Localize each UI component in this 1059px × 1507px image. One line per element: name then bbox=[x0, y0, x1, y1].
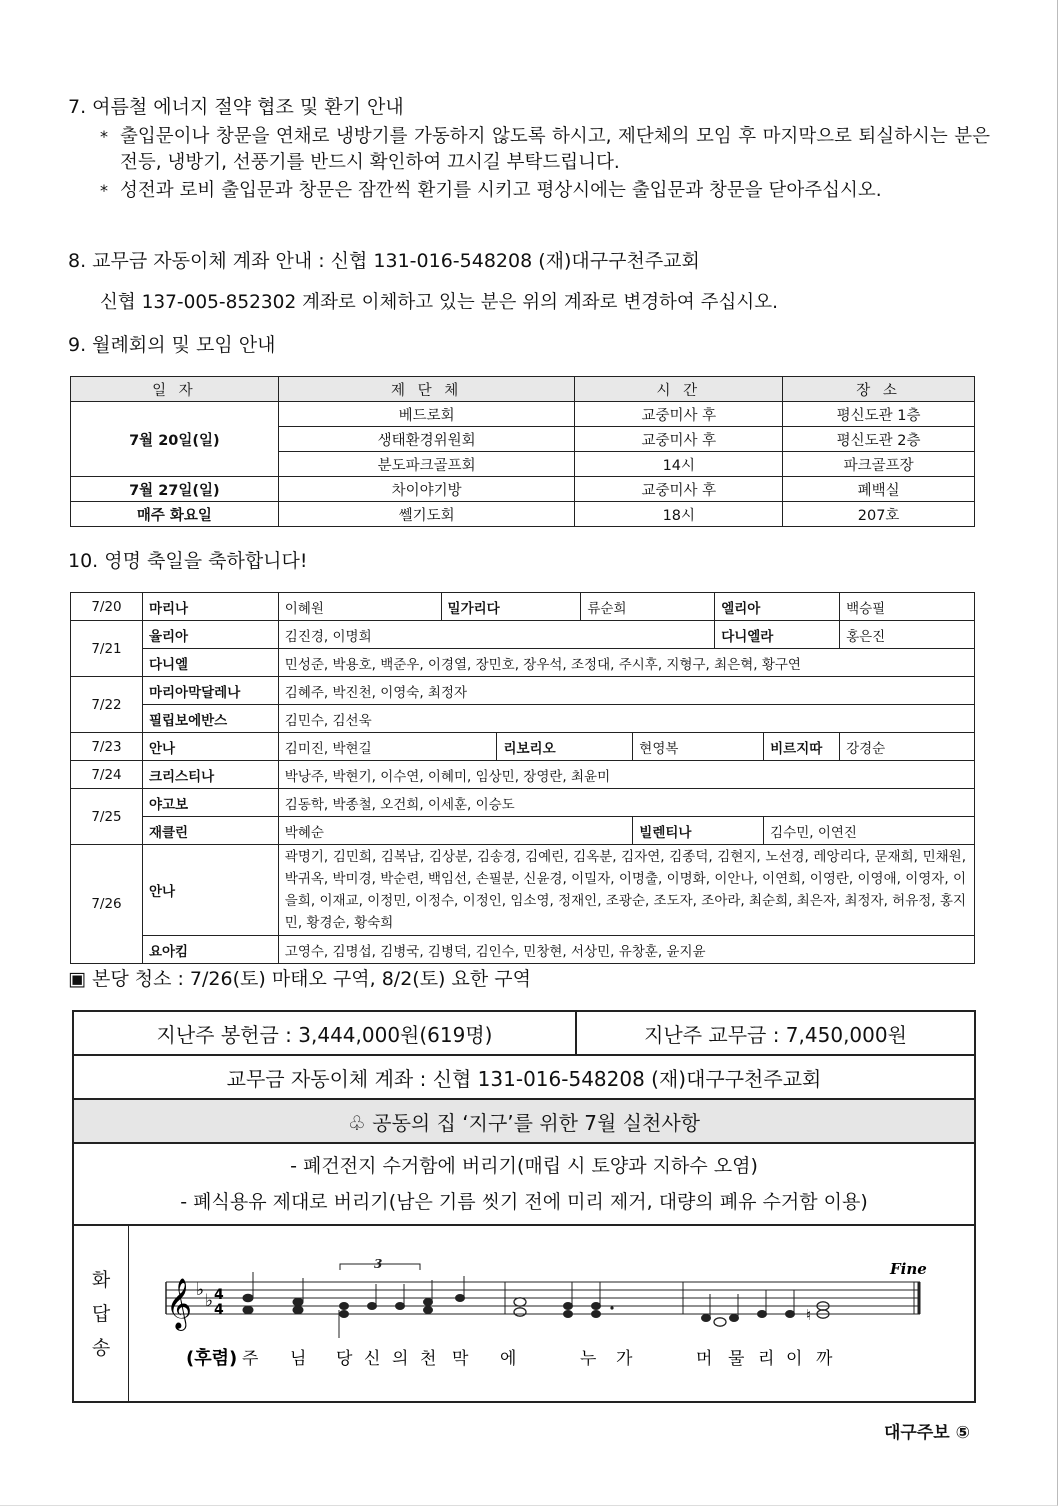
saint-name: 비르지따 bbox=[764, 733, 840, 761]
lyric-syllable: 의 bbox=[392, 1349, 409, 1369]
dues-cell bbox=[577, 1012, 974, 1054]
practice-title: ♧ 공동의 집 ‘지구’를 위한 7월 실천사항 bbox=[348, 1110, 700, 1135]
bullet-1-text: 출입문이나 창문을 연채로 냉방기를 가동하지 않도록 하시고, 제단체의 모임 후 마지막으로 퇴실하시는 분은 전등, 냉방기, 선풍기를 반드시 확인하여 끄시길 부탁드립니다. bbox=[120, 126, 990, 173]
lyric-syllable: 머 bbox=[696, 1349, 713, 1369]
meeting-time: 14시 bbox=[575, 452, 783, 477]
time-signature-top: 4 bbox=[214, 1287, 224, 1303]
psalm-row bbox=[74, 1226, 974, 1401]
table-row bbox=[71, 936, 975, 964]
meeting-date: 매주 화요일 bbox=[71, 502, 279, 527]
table-row bbox=[71, 789, 975, 817]
names: 강경순 bbox=[840, 733, 975, 761]
saint-name: 밀가리다 bbox=[441, 593, 581, 621]
practice-items bbox=[74, 1144, 974, 1226]
meeting-group: 생태환경위원회 bbox=[278, 427, 575, 452]
lyric-syllable: 에 bbox=[500, 1349, 517, 1369]
bullet-2-text: 성전과 로비 출입문과 창문은 잠깐씩 환기를 시키고 평상시에는 출입문과 창문을 닫아주십시오. bbox=[120, 180, 882, 201]
lyric-syllable: 막 bbox=[452, 1349, 469, 1369]
header-place: 장 소 bbox=[783, 377, 975, 402]
saint-name: 야고보 bbox=[142, 789, 278, 817]
bullet-2 bbox=[100, 178, 990, 204]
feast-date: 7/24 bbox=[71, 761, 143, 789]
flat-icon: ♭ bbox=[205, 1291, 214, 1311]
table-row bbox=[71, 761, 975, 789]
lyric-syllable: 당 bbox=[336, 1349, 353, 1369]
meeting-place: 평신도관 2층 bbox=[783, 427, 975, 452]
saint-name: 요아킴 bbox=[142, 936, 278, 964]
cleaning-notice: ▣ 본당 청소 : 7/26(토) 마태오 구역, 8/2(토) 요한 구역 bbox=[68, 968, 531, 990]
flat-icon: ♭ bbox=[196, 1280, 205, 1300]
meeting-table bbox=[70, 376, 975, 527]
lyric-syllable: 물 bbox=[728, 1349, 745, 1369]
lyric-syllable: 가 bbox=[616, 1349, 633, 1369]
meeting-date: 7월 27일(일) bbox=[71, 477, 279, 502]
meeting-group: 차이야기방 bbox=[278, 477, 575, 502]
practice-item-1: - 폐건전지 수거함에 버리기(매립 시 토양과 지하수 오염) bbox=[290, 1155, 758, 1177]
saint-name: 필립보에반스 bbox=[142, 705, 278, 733]
lyric-syllable: 주 bbox=[242, 1349, 259, 1369]
table-row bbox=[71, 502, 975, 527]
feast-date: 7/20 bbox=[71, 593, 143, 621]
open-notes bbox=[514, 1298, 829, 1326]
treble-clef-icon: 𝄞 bbox=[166, 1278, 193, 1329]
names: 백승필 bbox=[840, 593, 975, 621]
saint-name: 다니엘라 bbox=[715, 621, 840, 649]
section-7-title: 7. 여름철 에너지 절약 협조 및 환기 안내 bbox=[68, 96, 404, 118]
section-10-title: 10. 영명 축일을 축하합니다! bbox=[68, 550, 308, 572]
meeting-date: 7월 20일(일) bbox=[71, 402, 279, 477]
table-row bbox=[71, 477, 975, 502]
practice-title-row bbox=[74, 1100, 974, 1144]
lyric-syllable: 누 bbox=[580, 1349, 597, 1369]
meeting-place: 폐백실 bbox=[783, 477, 975, 502]
saint-name: 크리스티나 bbox=[142, 761, 278, 789]
names: 류순희 bbox=[581, 593, 715, 621]
psalm-char: 송 bbox=[91, 1336, 111, 1359]
psalm-char: 화 bbox=[91, 1268, 111, 1291]
offering-cell bbox=[74, 1012, 577, 1054]
meeting-time: 교중미사 후 bbox=[575, 427, 783, 452]
saint-name: 마리나 bbox=[142, 593, 278, 621]
account-row bbox=[74, 1056, 974, 1100]
saint-name: 빌렌티나 bbox=[633, 817, 764, 845]
table-row bbox=[71, 621, 975, 649]
saint-name: 엘리아 bbox=[715, 593, 840, 621]
saint-name: 안나 bbox=[142, 845, 278, 936]
saint-name: 마리아막달레나 bbox=[142, 677, 278, 705]
lyric-syllable: 까 bbox=[816, 1349, 833, 1369]
music-score bbox=[130, 1226, 976, 1401]
lyric-syllable: 님 bbox=[290, 1349, 307, 1369]
triplet-number: 3 bbox=[374, 1257, 383, 1271]
dot-icon bbox=[610, 1306, 613, 1309]
names: 고영수, 김명섭, 김병국, 김병덕, 김인수, 민창현, 서상민, 유창훈, 윤지윤 bbox=[278, 936, 974, 964]
fine-marking: Fine bbox=[890, 1260, 927, 1278]
lyrics bbox=[242, 1348, 833, 1369]
header-group: 제 단 체 bbox=[278, 377, 575, 402]
names: 곽명기, 김민희, 김복남, 김상분, 김송경, 김예린, 김옥분, 김자연, 김종덕, 김현지, 노선경, 레앙리다, 문재희, 민채원, 박귀옥, 박미경, 박순련, 백임선, 손필분, 신윤경, 이밀자, 이명출, 이명화, 이안나, 이연희, 이영란, 이영애, 이영자, 이을희, 이재교, 이정민, 이정수, 이정인, 임소영, 정재인, 조광순, 조도자, 조아라, 최순희, 최은자, 최정자, 허유정, 홍지민, 황경순, 황숙희 bbox=[278, 845, 974, 936]
meeting-place: 207호 bbox=[783, 502, 975, 527]
table-row bbox=[71, 649, 975, 677]
meeting-time: 교중미사 후 bbox=[575, 477, 783, 502]
meeting-time: 18시 bbox=[575, 502, 783, 527]
offering-row bbox=[74, 1012, 974, 1056]
names: 민성준, 박용호, 백준우, 이경열, 장민호, 장우석, 조정대, 주시후, 지형구, 최은혁, 황구연 bbox=[278, 649, 974, 677]
refrain-label: (후렴) bbox=[186, 1348, 238, 1369]
meeting-group: 베드로회 bbox=[278, 402, 575, 427]
saint-name: 율리아 bbox=[142, 621, 278, 649]
table-row bbox=[71, 705, 975, 733]
bullet-1 bbox=[100, 124, 990, 176]
names: 박혜순 bbox=[278, 817, 633, 845]
table-row bbox=[71, 593, 975, 621]
meeting-time: 교중미사 후 bbox=[575, 402, 783, 427]
feast-date: 7/26 bbox=[71, 845, 143, 964]
section-8-title: 8. 교무금 자동이체 계좌 안내 : 신협 131-016-548208 (재)대구구천주교회 bbox=[68, 250, 700, 272]
saint-name: 재클린 bbox=[142, 817, 278, 845]
section-9-title: 9. 월례회의 및 모임 안내 bbox=[68, 334, 276, 356]
table-header-row bbox=[71, 377, 975, 402]
lyric-syllable: 천 bbox=[420, 1349, 437, 1369]
bullet-star: * bbox=[100, 181, 108, 200]
feast-date: 7/25 bbox=[71, 789, 143, 845]
feast-date: 7/22 bbox=[71, 677, 143, 733]
names: 박낭주, 박현기, 이수연, 이혜미, 임상민, 장영란, 최윤미 bbox=[278, 761, 974, 789]
psalm-label bbox=[74, 1226, 129, 1401]
saint-name: 다니엘 bbox=[142, 649, 278, 677]
time-signature-bottom: 4 bbox=[214, 1302, 224, 1318]
bullet-star: * bbox=[100, 127, 108, 146]
header-date: 일 자 bbox=[71, 377, 279, 402]
practice-item-2: - 폐식용유 제대로 버리기(남은 기름 씻기 전에 미리 제거, 대량의 폐유 수거함 이용) bbox=[180, 1191, 868, 1213]
table-row bbox=[71, 817, 975, 845]
lyric-syllable: 이 bbox=[786, 1349, 803, 1369]
names: 현영복 bbox=[633, 733, 764, 761]
info-box bbox=[72, 1010, 976, 1403]
dues-text: 지난주 교무금 : 7,450,000원 bbox=[644, 1022, 907, 1047]
names: 이혜원 bbox=[278, 593, 441, 621]
names: 김민수, 김선욱 bbox=[278, 705, 974, 733]
feast-date: 7/21 bbox=[71, 621, 143, 677]
header-time: 시 간 bbox=[575, 377, 783, 402]
names: 김수민, 이연진 bbox=[764, 817, 975, 845]
feast-date: 7/23 bbox=[71, 733, 143, 761]
psalm-char: 답 bbox=[91, 1302, 111, 1325]
lyric-syllable: 리 bbox=[758, 1349, 775, 1369]
offering-text: 지난주 봉헌금 : 3,444,000원(619명) bbox=[156, 1022, 493, 1047]
saint-name: 리보리오 bbox=[497, 733, 633, 761]
table-row bbox=[71, 845, 975, 936]
table-row bbox=[71, 402, 975, 427]
meeting-group: 쎌기도회 bbox=[278, 502, 575, 527]
names: 김혜주, 박진천, 이영숙, 최정자 bbox=[278, 677, 974, 705]
lyric-syllable: 신 bbox=[364, 1349, 381, 1369]
names: 김동학, 박종철, 오건희, 이세훈, 이승도 bbox=[278, 789, 974, 817]
feast-day-table bbox=[70, 592, 975, 964]
saint-name: 안나 bbox=[142, 733, 278, 761]
names: 홍은진 bbox=[840, 621, 975, 649]
meeting-place: 파크골프장 bbox=[783, 452, 975, 477]
natural-icon: ♮ bbox=[806, 1306, 812, 1324]
names: 김미진, 박현길 bbox=[278, 733, 497, 761]
account-text: 교무금 자동이체 계좌 : 신협 131-016-548208 (재)대구구천주교회 bbox=[226, 1066, 822, 1091]
meeting-place: 평신도관 1층 bbox=[783, 402, 975, 427]
meeting-group: 분도파크골프회 bbox=[278, 452, 575, 477]
table-row bbox=[71, 733, 975, 761]
section-8-line: 신협 137-005-852302 계좌로 이체하고 있는 분은 위의 계좌로 변경하여 주십시오. bbox=[100, 292, 779, 313]
names: 김진경, 이명희 bbox=[278, 621, 714, 649]
table-row bbox=[71, 677, 975, 705]
page-footer: 대구주보 ⑤ bbox=[884, 1423, 970, 1443]
